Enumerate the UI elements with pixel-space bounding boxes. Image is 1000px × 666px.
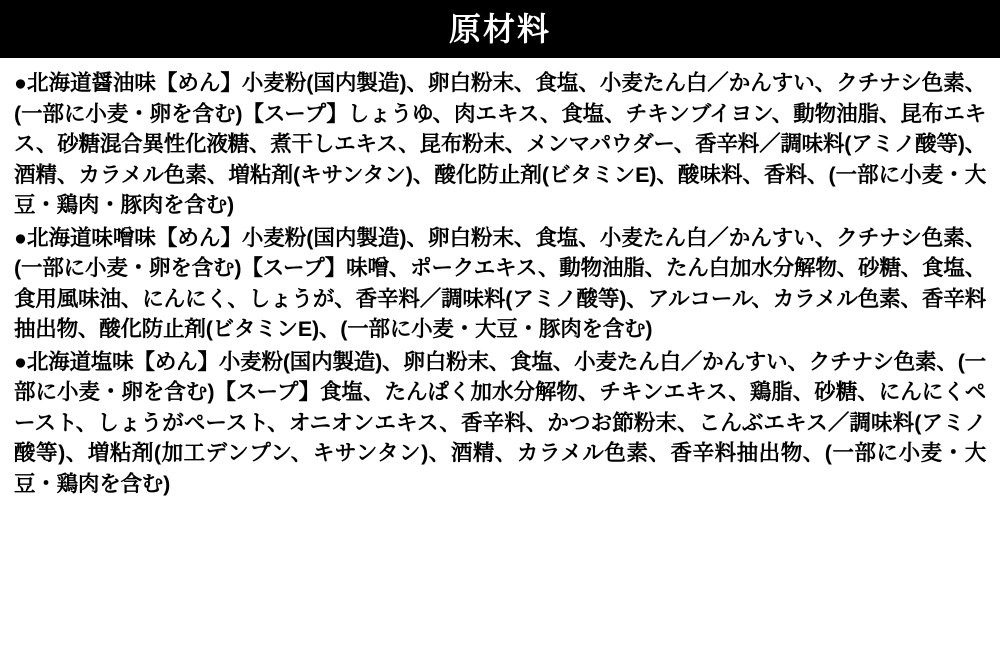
- ingredient-block-miso: ●北海道味噌味【めん】小麦粉(国内製造)、卵白粉末、食塩、小麦たん白／かんすい、クチナシ色素、(一部に小麦・卵を含む)【スープ】味噌、ポークエキス、動物油脂、たん白加水分解物、砂糖、食塩、食用風味油、にんにく、しょうが、香辛料／調味料(アミノ酸等)、アルコール、カラメル色素、香辛料抽出物、酸化防止剤(ビタミンE)、(一部に小麦・大豆・豚肉を含む): [14, 225, 986, 342]
- page-title: 原材料: [448, 11, 551, 47]
- header-bar: [0, 0, 1000, 58]
- ingredient-block-shoyu: ●北海道醤油味【めん】小麦粉(国内製造)、卵白粉末、食塩、小麦たん白／かんすい、クチナシ色素、(一部に小麦・卵を含む)【スープ】しょうゆ、肉エキス、食塩、チキンブイヨン、動物油脂、昆布エキス、砂糖混合異性化液糖、煮干しエキス、昆布粉末、メンマパウダー、香辛料／調味料(アミノ酸等)、酒精、カラメル色素、増粘剤(キサンタン)、酸化防止剤(ビタミンE)、酸味料、香料、(一部に小麦・大豆・鶏肉・豚肉を含む): [14, 71, 986, 218]
- ingredient-block-shio: ●北海道塩味【めん】小麦粉(国内製造)、卵白粉末、食塩、小麦たん白／かんすい、クチナシ色素、(一部に小麦・卵を含む)【スープ】食塩、たんぱく加水分解物、チキンエキス、鶏脂、砂糖、にんにくペースト、しょうがペースト、オニオンエキス、香辛料、かつお節粉末、こんぶエキス／調味料(アミノ酸等)、増粘剤(加工デンプン、キサンタン)、酒精、カラメル色素、香辛料抽出物、(一部に小麦・大豆・鶏肉を含む): [14, 349, 986, 496]
- ingredients-content: [0, 58, 1000, 499]
